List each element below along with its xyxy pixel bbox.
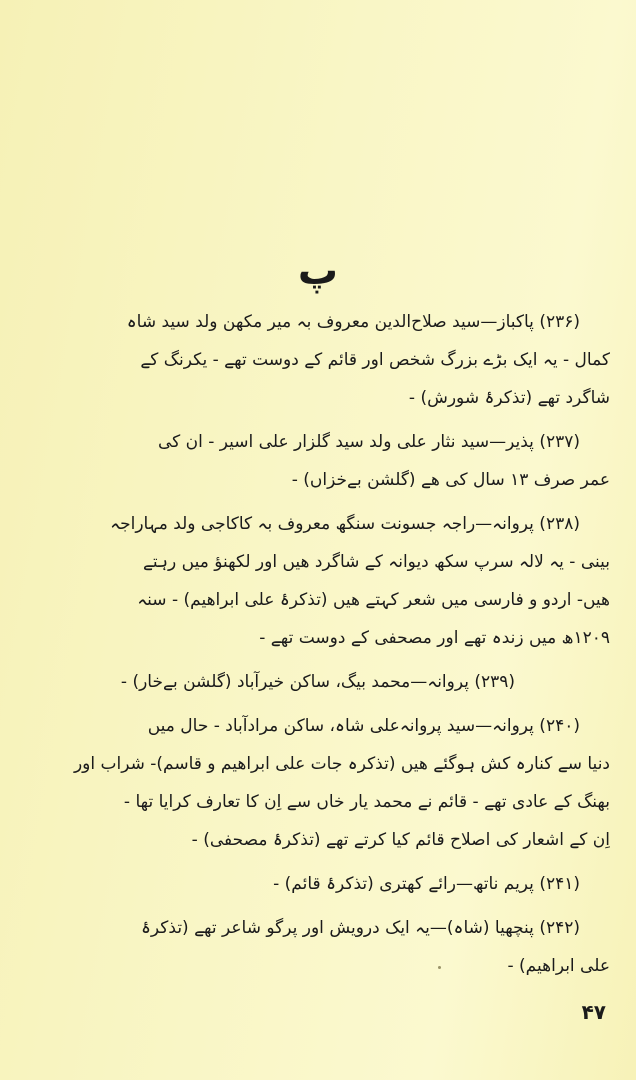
entry-line: (۲۳۸) پروانہ—راجہ جسونت سنگھ معروف بہ کاکاجی ولد مہاراجہ	[110, 514, 580, 534]
entry-line: (۲۳۹) پروانہ—محمد بیگ، ساکن خیرآباد (گلشن بےخار) -	[120, 672, 516, 692]
print-speck	[438, 966, 441, 969]
entry-line: (۲۳۶) پاکباز—سید صلاح‌الدین معروف بہ میر مکھن ولد سید شاہ	[126, 312, 580, 332]
entry-237	[26, 423, 610, 499]
section-letter-heading: پ	[297, 248, 339, 294]
entries-body	[26, 303, 610, 991]
entry-line: عمر صرف ۱۳ سال کی ھے (گلشن بےخزاں) -	[291, 470, 610, 490]
page-number: ۴۷	[581, 1000, 606, 1024]
entry-line: (۲۴۰) پروانہ—سید پروانہ‌علی شاہ، ساکن مرادآباد - حال میں	[147, 716, 580, 736]
entry-line: (۲۴۱) پریم ناتھ—رائے کھتری (تذکرۂ قائم) -	[273, 874, 580, 894]
entry-line: (۲۳۷) پذیر—سید نثار علی ولد سید گلزار علی اسیر - ان کی	[157, 432, 580, 452]
entry-240	[26, 707, 610, 859]
entry-line: بھنگ کے عادی تھے - قائم نے محمد یار خاں سے اِن کا تعارف کرایا تھا -	[123, 792, 610, 812]
entry-241	[26, 865, 610, 903]
entry-line: ۱۲۰۹ھ میں زندہ تھے اور مصحفی کے دوست تھے -	[259, 628, 610, 648]
entry-line: دنیا سے کنارہ کش ہوگئے ھیں (تذکرہ جات علی ابراھیم و قاسم)- شراب اور	[73, 754, 610, 774]
entry-242	[26, 909, 610, 985]
entry-239	[26, 663, 610, 701]
entry-238	[26, 505, 610, 657]
entry-line: کمال - یہ ایک بڑے بزرگ شخص اور قائم کے دوست تھے - یکرنگ کے	[140, 350, 610, 370]
entry-line: ھیں- اردو و فارسی میں شعر کہتے ھیں (تذکرۂ علی ابراھیم) - سنہ	[137, 590, 610, 610]
entry-line: اِن کے اشعار کی اصلاح قائم کیا کرتے تھے (تذکرۂ مصحفی) -	[191, 830, 610, 850]
entry-line: علی ابراھیم) -	[507, 956, 610, 976]
entry-236	[26, 303, 610, 417]
entry-line: (۲۴۲) پنچھیا (شاہ)—یہ ایک درویش اور پرگو شاعر تھے (تذکرۂ	[140, 918, 580, 938]
entry-line: بینی - یہ لالہ سرپ سکھ دیوانہ کے شاگرد ھیں اور لکھنؤ میں رہتے	[142, 552, 610, 572]
entry-line: شاگرد تھے (تذکرۂ شورش) -	[408, 388, 610, 408]
